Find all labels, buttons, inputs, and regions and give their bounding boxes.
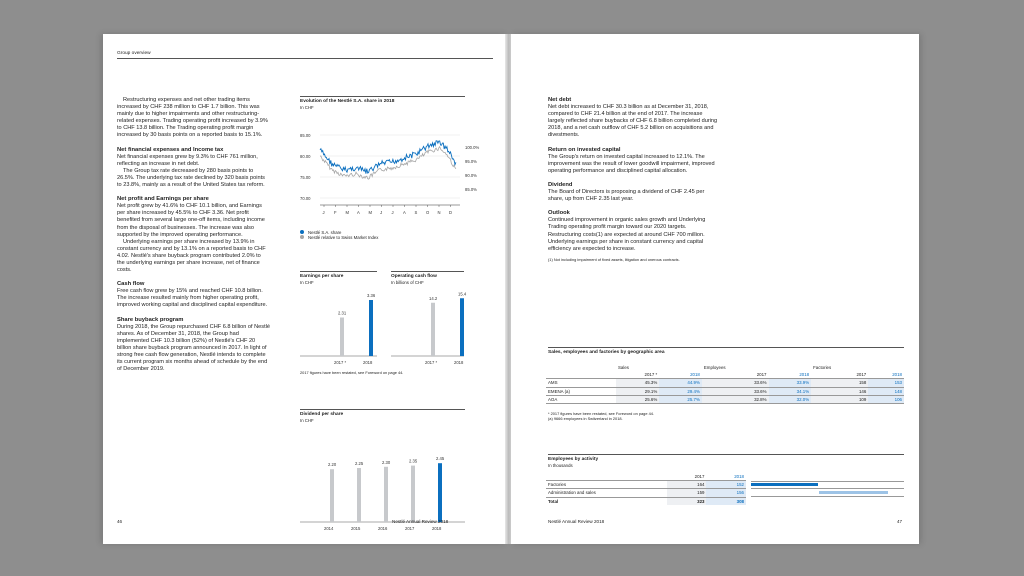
month-label: J <box>391 210 394 215</box>
category-label: 2018 <box>363 360 373 365</box>
paragraph: The Board of Directors is proposing a dividend of CHF 2.45 per share, up from CHF 2.35 last year. <box>548 189 705 203</box>
left-text-column <box>117 97 270 373</box>
bar <box>460 298 464 356</box>
paragraph: Underlying earnings per share increased by 13.9% in constant currency and by 13.1% on a reported basis to CHF 4.02. Nestlé's share buyback program contributed 2.0% to the underlying earnings per share increase, net of finance costs. <box>117 238 266 274</box>
relative-series-line <box>320 147 456 179</box>
cell: 164 <box>667 481 707 489</box>
cell: 153 <box>868 379 904 387</box>
geo-table-title: Sales, employees and factories by geographic area <box>548 350 665 355</box>
y-tick: 75.00 <box>300 175 311 180</box>
category-label: 2017 * <box>334 360 347 365</box>
total-row <box>546 497 746 505</box>
table-row <box>546 387 904 395</box>
year-header: 2018 <box>659 371 702 379</box>
cell: 159 <box>667 489 707 497</box>
paragraph: The Group's return on invested capital increased to 12.1%. The improvement was the result of lower goodwill impairment, improved operating performance and disciplined capital allocation. <box>548 153 715 174</box>
r-tick: 85.0% <box>465 187 477 192</box>
bar <box>431 303 435 356</box>
stock-grid <box>320 135 460 198</box>
table-rule <box>548 454 904 455</box>
legend <box>300 230 378 240</box>
heading: Net financial expenses and Income tax <box>117 146 224 153</box>
page-footer: Nestlé Annual Review 2018 <box>548 519 605 524</box>
paragraph: Net profit grew by 41.6% to CHF 10.1 billion, and Earnings per share increased by 45.5% to CHF 3.36. Net profit benefited from several large one-off items, including income from the disposal of businesses. The increase was also supported by the improved operating performance. <box>117 203 265 238</box>
stock-chart-title: Evolution of the Nestlé S.A. share in 2018 <box>300 99 395 104</box>
section-label: Group overview <box>117 51 151 56</box>
cell: 146 <box>811 387 868 395</box>
stock-chart <box>298 124 498 224</box>
year-header: 2017 * <box>616 371 659 379</box>
page-number: 47 <box>897 519 903 524</box>
year-header: 2017 <box>667 473 707 481</box>
month-label: M <box>345 210 349 215</box>
table-rule <box>751 488 904 489</box>
month-label: N <box>437 210 441 215</box>
year-header: 2018 <box>706 473 746 481</box>
month-label: M <box>368 210 372 215</box>
year-header: 2017 <box>811 371 868 379</box>
category-label: 2018 <box>454 360 464 365</box>
paragraph: Net financial expenses grew by 9.3% to CHF 761 million, reflecting an increase in net debt. <box>117 153 258 167</box>
legend-label: Nestlé S.A. share <box>308 230 342 235</box>
page-footer: Nestlé Annual Review 2018 <box>392 519 449 524</box>
geo-table <box>546 364 904 404</box>
footnote: * 2017 figures have been restated, see Foreword on page 44. <box>548 411 654 416</box>
paragraph: The Group tax rate decreased by 280 basis points to 26.5%. The underlying tax rate declined by 320 basis points to 23.8%, mainly as a result of the United States tax reform. <box>117 167 265 189</box>
table-rule <box>751 481 904 482</box>
category-label: 2016 <box>378 526 388 531</box>
paragraph: During 2018, the Group repurchased CHF 6.8 billion of Nestlé shares. As of December 31, 2018, the Group had implemented CHF 10.3 billion (52%) of Nestlé's CHF 20 billion share buyback program announced in 2017. In light of strong free cash flow generation, Nestlé intends to complete its current program six months ahead of schedule by the end of December 2019. <box>117 323 270 373</box>
dividend-unit: In CHF <box>300 418 314 423</box>
data-label: 15.4 <box>458 291 467 297</box>
paragraph: Net debt increased to CHF 30.3 billion as at December 31, 2018, compared to CHF 21.4 billion at the end of 2017. The increase largely reflected share buybacks of CHF 6.8 billion completed during 2018, and a net cash outflow of CHF 5.2 billion on acquisitions and divestments. <box>548 104 718 139</box>
group-header: Factories <box>813 365 832 370</box>
legend-label: Nestlé relative to Swiss Market Index <box>308 235 379 240</box>
group-header-row <box>546 364 904 371</box>
bar <box>384 467 388 522</box>
y-tick: 85.00 <box>300 133 311 138</box>
paragraph: Free cash flow grew by 15% and reached CHF 10.8 billion. The increase resulted mainly from higher operating profit, improved working capital and disciplined capital expenditure. <box>117 288 268 309</box>
footnote: (a) 9666 employees in Switzerland in 2018. <box>548 416 623 421</box>
category-label: 2017 <box>405 526 415 531</box>
cell: 323 <box>667 497 707 505</box>
heading: Share buyback program <box>117 316 184 323</box>
month-label: J <box>380 210 383 215</box>
r-tick: 95.0% <box>465 159 477 164</box>
activity-title: Employees by activity <box>548 457 599 462</box>
table-rule <box>751 496 904 497</box>
y-tick: 80.00 <box>300 154 311 159</box>
cell: 34.1% <box>769 387 812 395</box>
table-row <box>546 379 904 387</box>
row-label: Total <box>548 498 559 504</box>
factories-bar <box>751 483 818 486</box>
chart-rule <box>300 96 465 97</box>
share-series-line <box>320 141 456 174</box>
section-rule <box>117 58 493 59</box>
data-label: 14.2 <box>429 295 438 301</box>
bar <box>357 468 361 522</box>
cell: 33.6% <box>702 387 769 395</box>
stock-chart-unit: In CHF <box>300 105 314 110</box>
row-label: Administration and sales <box>546 489 667 497</box>
year-header-row <box>546 473 746 481</box>
paragraph: Continued improvement in organic sales growth and Underlying Trading operating profit margin toward our 2020 targets. Restructuring costs(1) are expected at around CHF 700 million. Underlying earnings per share in constant currency and capital efficiency are expected to increase. <box>548 217 706 252</box>
bar <box>330 469 334 522</box>
bar <box>411 466 415 522</box>
page-number: 46 <box>117 519 123 524</box>
chart-rule <box>391 271 464 272</box>
cell: 148 <box>868 387 904 395</box>
row-label: Factories <box>546 481 667 489</box>
left-page <box>103 34 507 544</box>
category-label: 2015 <box>351 526 361 531</box>
data-label: 3.36 <box>367 293 376 298</box>
month-label: S <box>414 210 418 215</box>
cell: 156 <box>706 489 746 497</box>
cell: 25.6% <box>616 395 659 403</box>
legend-dot-icon <box>300 235 304 239</box>
cell: 308 <box>706 497 746 505</box>
row-label: EMENA (a) <box>546 387 616 395</box>
month-label: O <box>426 210 430 215</box>
cell: 25.7% <box>659 395 702 403</box>
bar <box>340 318 344 357</box>
dividend-title: Dividend per share <box>300 412 344 417</box>
month-label: J <box>322 210 325 215</box>
paragraph: Restructuring expenses and net other trading items increased by CHF 238 million to CHF 1.7 billion. This was mainly due to higher impairments and other restructuring-related expenses. Trading operating profit increased by 3.9% to CHF 13.8 billion. The Trading operating profit margin increased by 30 basis points on a reported basis to 15.1%. <box>117 97 268 139</box>
r-tick: 100.0% <box>465 145 480 150</box>
right-text-column <box>548 97 718 262</box>
month-label: A <box>403 210 406 215</box>
heading: Return on invested capital <box>548 146 621 153</box>
category-label: 2014 <box>324 526 334 531</box>
activity-table <box>546 473 746 505</box>
activity-unit: In thousands <box>548 463 573 468</box>
group-header: Sales <box>618 365 629 370</box>
month-label: D <box>449 210 453 215</box>
cell: 152 <box>706 481 746 489</box>
row-label: AMS <box>546 379 616 387</box>
heading: Dividend <box>548 181 573 188</box>
table-row <box>546 395 904 403</box>
data-label: 2.45 <box>436 456 445 462</box>
r-tick: 90.0% <box>465 173 477 178</box>
cell: 106 <box>868 395 904 403</box>
table-rule <box>548 347 904 348</box>
footnote: (1) Not including impairment of fixed assets, litigation and onerous contracts. <box>548 256 680 262</box>
eps-chart <box>300 288 380 368</box>
category-label: 2018 <box>432 526 442 531</box>
year-header: 2017 <box>702 371 769 379</box>
month-label: A <box>357 210 360 215</box>
eps-unit: In CHF <box>300 280 314 285</box>
data-label: 2.35 <box>409 458 418 464</box>
cell: 29.1% <box>616 387 659 395</box>
month-label: F <box>334 210 337 215</box>
cell: 32.0% <box>769 395 812 403</box>
ocf-unit: In billions of CHF <box>391 280 424 285</box>
dividend-chart <box>300 426 470 531</box>
cell: 44.9% <box>659 379 702 387</box>
cell: 158 <box>811 379 868 387</box>
year-header: 2018 <box>769 371 812 379</box>
right-page <box>511 34 919 544</box>
eps-title: Earnings per share <box>300 274 344 279</box>
heading: Outlook <box>548 210 570 217</box>
data-label: 2.31 <box>338 310 347 316</box>
cell: 32.8% <box>702 395 769 403</box>
heading: Cash flow <box>117 281 145 288</box>
cell: 29.4% <box>659 387 702 395</box>
cell: 109 <box>811 395 868 403</box>
heading: Net profit and Earnings per share <box>117 196 209 203</box>
bar-note: 2017 figures have been restated, see Foreword on page 44. <box>300 370 404 375</box>
year-header-row <box>546 371 904 379</box>
legend-dot-icon <box>300 230 304 234</box>
chart-rule <box>300 271 377 272</box>
category-label: 2017 * <box>425 360 438 365</box>
cell: 33.6% <box>702 379 769 387</box>
bar <box>438 463 442 522</box>
ocf-title: Operating cash flow <box>391 274 437 279</box>
cell: 45.3% <box>616 379 659 387</box>
data-label: 2.20 <box>328 462 337 468</box>
chart-rule <box>300 409 465 410</box>
year-header: 2018 <box>868 371 904 379</box>
table-row <box>546 489 746 497</box>
data-label: 2.30 <box>382 459 391 465</box>
heading: Net debt <box>548 97 572 103</box>
data-label: 2.25 <box>355 461 364 466</box>
table-row <box>546 481 746 489</box>
admin-bar <box>819 491 888 494</box>
legend-relative <box>300 235 378 240</box>
geo-notes <box>548 411 654 421</box>
y-tick: 70.00 <box>300 196 311 201</box>
group-header: Employees <box>703 365 726 370</box>
cell: 33.9% <box>769 379 812 387</box>
month-ticks <box>323 205 453 215</box>
ocf-chart <box>391 288 471 368</box>
row-label: AOA <box>546 395 616 403</box>
bar <box>369 300 373 356</box>
